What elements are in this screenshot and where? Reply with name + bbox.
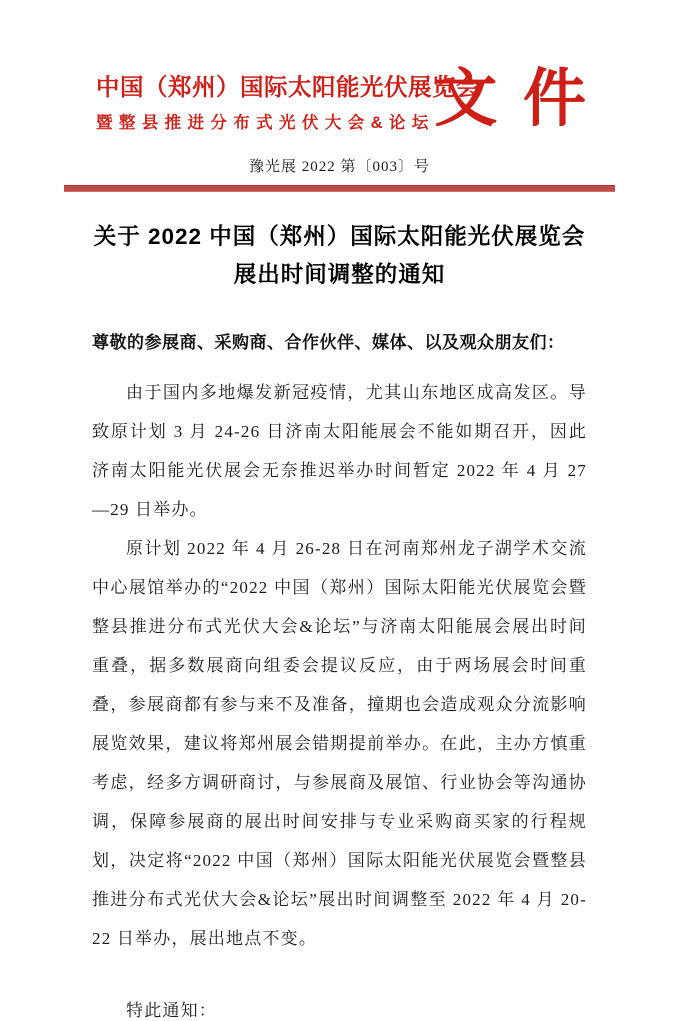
letterhead [96, 58, 591, 141]
salutation-line: 尊敬的参展商、采购商、合作伙伴、媒体、以及观众朋友们： [92, 333, 565, 353]
organization-name-block [96, 58, 480, 133]
organization-name-line2: 暨整县推进分布式光伏大会&论坛 [96, 114, 429, 132]
notice-title-line2: 展出时间调整的通知 [233, 262, 446, 288]
body-paragraph-1: 由于国内多地爆发新冠疫情，尤其山东地区成高发区。导致原计划 3 月 24-26 日济南太阳能展会不能如期召开，因此济南太阳能光伏展会无奈推迟举办时间暂定 2022 年 4 月 27—29 日举办。 [92, 383, 587, 520]
closing-notice-line: 特此通知： [126, 1001, 217, 1021]
notice-title [92, 218, 587, 294]
document-type-label: 文 件 [434, 64, 591, 134]
body-paragraph-2: 原计划 2022 年 4 月 26-28 日在河南郑州龙子湖学术交流中心展馆举办的“2022 中国（郑州）国际太阳能光伏展览会暨整县推进分布式光伏大会&论坛”与济南太阳能展会展出时间重叠，据多数展商向组委会提议反应，由于两场展会时间重叠，参展商都有参与来不及准备，撞期也会造成观众分流影响展览效果，建议将郑州展会错期提前举办。在此，主办方慎重考虑，经多方调研商讨，与参展商及展馆、行业协会等沟通协调，保障参展商的展出时间安排与专业采购商买家的行程规划，决定将“2022 中国（郑州）国际太阳能光伏展览会暨整县推进分布式光伏大会&论坛”展出时间调整至 2022 年 4 月 20-22 日举办，展出地点不变。 [92, 539, 587, 949]
notice-title-line1: 关于 2022 中国（郑州）国际太阳能光伏展览会 [93, 224, 586, 250]
document-number: 豫光展 2022 第〔003〕号 [248, 159, 430, 176]
red-divider-rule [64, 185, 615, 192]
organization-name-line1: 中国（郑州）国际太阳能光伏展览会 [96, 74, 480, 100]
